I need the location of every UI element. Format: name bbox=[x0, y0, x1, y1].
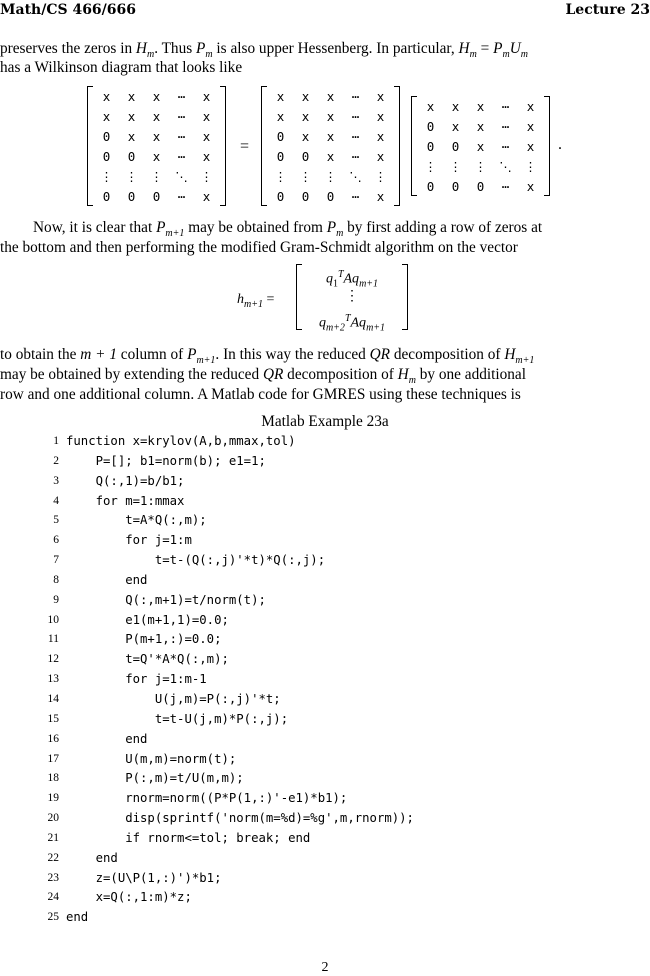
paragraph-1-line-2: has a Wilkinson diagram that looks like bbox=[0, 59, 243, 76]
left-matrix-cell: ⋱ bbox=[175, 168, 188, 184]
left-matrix-cell: x bbox=[202, 148, 211, 164]
h-vector bbox=[302, 264, 402, 334]
middle-matrix-cell: 0 bbox=[276, 148, 285, 164]
line-number: 14 bbox=[47, 692, 59, 705]
middle-matrix-cell: ⋯ bbox=[351, 188, 360, 204]
right-matrix-cell: x bbox=[451, 98, 460, 114]
right-matrix-cell: 0 bbox=[451, 138, 460, 154]
code-text: U(j,m)=P(:,j)'*t; bbox=[66, 691, 281, 706]
middle-matrix-cell: x bbox=[301, 128, 310, 144]
code-line bbox=[40, 432, 640, 452]
paragraph-1-line-1: preserves the zeros in $H_m$. Thus $P_m$ is also upper Hessenberg. In particular, $H_m = P_mU_m$ bbox=[0, 40, 528, 61]
line-number: 11 bbox=[47, 633, 59, 646]
right-matrix-cell: 0 bbox=[426, 178, 435, 194]
code-text: disp(sprintf('norm(m=%d)=%g',m,rnorm)); bbox=[66, 811, 414, 826]
left-matrix-cell: ⋮ bbox=[100, 168, 113, 184]
code-line bbox=[40, 869, 640, 889]
left-matrix-cell: ⋯ bbox=[177, 88, 186, 104]
right-matrix-cell: ⋮ bbox=[449, 158, 462, 174]
line-number: 12 bbox=[47, 653, 59, 666]
code-text: U(m,m)=norm(t); bbox=[66, 751, 237, 766]
middle-matrix-cell: ⋯ bbox=[351, 108, 360, 124]
right-matrix-cell: ⋯ bbox=[501, 178, 510, 194]
code-line bbox=[40, 630, 640, 650]
left-matrix-cell: ⋮ bbox=[150, 168, 163, 184]
code-text: P=[]; b1=norm(b); e1=1; bbox=[66, 453, 266, 468]
code-text: for m=1:mmax bbox=[66, 493, 185, 508]
code-text: Q(:,1)=b/b1; bbox=[66, 473, 185, 488]
left-matrix-cell: x bbox=[127, 88, 136, 104]
line-number: 5 bbox=[53, 514, 59, 527]
equals-sign: = bbox=[240, 138, 250, 155]
line-number: 19 bbox=[47, 792, 59, 805]
h-vector-bottom: $q_{m+2}^TAq_{m+1}$ bbox=[318, 313, 386, 334]
code-line bbox=[40, 472, 640, 492]
middle-matrix-cell: x bbox=[301, 88, 310, 104]
period: . bbox=[558, 136, 562, 153]
matlab-code-listing bbox=[40, 432, 640, 928]
h-vector-lhs: $h_{m+1}$ = bbox=[237, 292, 275, 310]
left-matrix-cell: x bbox=[202, 188, 211, 204]
line-number: 22 bbox=[47, 851, 59, 864]
line-number: 2 bbox=[53, 454, 59, 467]
right-matrix-cell: x bbox=[526, 98, 535, 114]
middle-matrix-cell: ⋱ bbox=[349, 168, 362, 184]
middle-matrix-cell: x bbox=[376, 148, 385, 164]
page-number: 2 bbox=[321, 960, 329, 975]
left-matrix-cell: 0 bbox=[127, 188, 136, 204]
code-line bbox=[40, 888, 640, 908]
code-text: rnorm=norm((P*P(1,:)'-e1)*b1); bbox=[66, 791, 348, 806]
left-matrix-cell: x bbox=[202, 108, 211, 124]
code-line bbox=[40, 730, 640, 750]
left-matrix-cell: ⋯ bbox=[177, 188, 186, 204]
right-matrix-cell: ⋮ bbox=[524, 158, 537, 174]
middle-matrix-cell: 0 bbox=[301, 188, 310, 204]
paragraph-2-line-1: Now, it is clear that $P_{m+1}$ may be obtained from $P_m$ by first adding a row of zeros at bbox=[33, 219, 543, 240]
code-line bbox=[40, 650, 640, 670]
code-line bbox=[40, 531, 640, 551]
left-matrix-cell: ⋮ bbox=[200, 168, 213, 184]
code-text: end bbox=[66, 910, 89, 925]
middle-matrix-cell: x bbox=[376, 108, 385, 124]
line-number: 1 bbox=[53, 435, 59, 447]
middle-matrix-cell: ⋯ bbox=[351, 128, 360, 144]
left-matrix-cell: ⋮ bbox=[125, 168, 138, 184]
code-text: t=t-U(j,m)*P(:,j); bbox=[66, 711, 289, 726]
middle-matrix-cell: ⋮ bbox=[374, 168, 387, 184]
code-text: x=Q(:,1:m)*z; bbox=[66, 890, 192, 905]
code-text: t=t-(Q(:,j)'*t)*Q(:,j); bbox=[66, 553, 326, 568]
code-line bbox=[40, 769, 640, 789]
code-caption: Matlab Example 23a bbox=[261, 413, 389, 430]
left-matrix-cell: 0 bbox=[102, 148, 111, 164]
middle-matrix-cell: ⋮ bbox=[274, 168, 287, 184]
line-number: 10 bbox=[47, 613, 59, 626]
code-line bbox=[40, 611, 640, 631]
right-matrix-cell: ⋮ bbox=[424, 158, 437, 174]
left-matrix-cell: x bbox=[152, 148, 161, 164]
code-line bbox=[40, 789, 640, 809]
code-text: for j=1:m-1 bbox=[66, 672, 207, 687]
line-number: 16 bbox=[47, 732, 59, 745]
code-line bbox=[40, 571, 640, 591]
lecture-title: Lecture 23 bbox=[565, 2, 650, 18]
middle-matrix-cell: 0 bbox=[301, 148, 310, 164]
code-line bbox=[40, 908, 640, 928]
line-number: 17 bbox=[47, 752, 59, 765]
code-text: end bbox=[66, 572, 148, 587]
code-text: e1(m+1,1)=0.0; bbox=[66, 612, 229, 627]
line-number: 20 bbox=[47, 812, 59, 825]
code-text: t=Q'*A*Q(:,m); bbox=[66, 652, 229, 667]
h-vector-dots: ⋮ bbox=[345, 289, 359, 304]
page-header bbox=[0, 2, 650, 22]
code-text: P(m+1,:)=0.0; bbox=[66, 632, 222, 647]
right-matrix-cell: x bbox=[476, 98, 485, 114]
right-matrix-cell: ⋯ bbox=[501, 138, 510, 154]
code-text: Q(:,m+1)=t/norm(t); bbox=[66, 592, 266, 607]
line-number: 23 bbox=[47, 871, 59, 884]
code-line bbox=[40, 492, 640, 512]
code-text: P(:,m)=t/U(m,m); bbox=[66, 771, 244, 786]
line-number: 25 bbox=[47, 911, 59, 924]
code-text: z=(U\P(1,:)')*b1; bbox=[66, 870, 222, 885]
code-line bbox=[40, 809, 640, 829]
left-matrix-cell: ⋯ bbox=[177, 128, 186, 144]
line-number: 6 bbox=[53, 534, 59, 547]
left-matrix-cell: x bbox=[152, 128, 161, 144]
left-matrix-cell: x bbox=[127, 108, 136, 124]
middle-matrix-cell: 0 bbox=[276, 128, 285, 144]
code-line bbox=[40, 690, 640, 710]
right-matrix-cell: 0 bbox=[451, 178, 460, 194]
right-matrix-cell: x bbox=[451, 118, 460, 134]
line-number: 3 bbox=[53, 474, 59, 487]
right-matrix-cell: 0 bbox=[426, 118, 435, 134]
paragraph-3-line-1: to obtain the m + 1 column of $P_{m+1}$. In this way the reduced QR decomposition of $H_{m+1}$ bbox=[0, 346, 535, 367]
middle-matrix-cell: x bbox=[376, 128, 385, 144]
code-text: if rnorm<=tol; break; end bbox=[66, 830, 311, 845]
code-line bbox=[40, 511, 640, 531]
line-number: 7 bbox=[53, 554, 59, 567]
code-line bbox=[40, 710, 640, 730]
middle-matrix-cell: x bbox=[326, 148, 335, 164]
code-line bbox=[40, 849, 640, 869]
left-matrix-cell: x bbox=[202, 128, 211, 144]
line-number: 4 bbox=[53, 494, 59, 507]
line-number: 24 bbox=[47, 891, 59, 904]
code-text: for j=1:m bbox=[66, 533, 192, 548]
right-matrix-cell: x bbox=[476, 138, 485, 154]
line-number: 15 bbox=[47, 712, 59, 725]
middle-matrix-cell: x bbox=[326, 128, 335, 144]
left-matrix-cell: 0 bbox=[127, 148, 136, 164]
middle-matrix-cell: x bbox=[376, 188, 385, 204]
code-text: end bbox=[66, 850, 118, 865]
middle-matrix-cell: ⋮ bbox=[324, 168, 337, 184]
right-matrix-cell: ⋯ bbox=[501, 118, 510, 134]
code-text: end bbox=[66, 731, 148, 746]
wilkinson-matrix-middle bbox=[268, 86, 393, 206]
left-matrix-cell: x bbox=[102, 108, 111, 124]
code-line bbox=[40, 591, 640, 611]
left-matrix-cell: ⋯ bbox=[177, 148, 186, 164]
right-matrix-cell: x bbox=[476, 118, 485, 134]
left-matrix-cell: x bbox=[202, 88, 211, 104]
paragraph-3-line-2: may be obtained by extending the reduced QR decomposition of $H_m$ by one additional bbox=[0, 366, 526, 387]
middle-matrix-cell: x bbox=[301, 108, 310, 124]
right-matrix-cell: 0 bbox=[426, 138, 435, 154]
left-matrix-cell: x bbox=[152, 108, 161, 124]
right-matrix-cell: x bbox=[526, 138, 535, 154]
line-number: 18 bbox=[47, 772, 59, 785]
code-line bbox=[40, 750, 640, 770]
line-number: 8 bbox=[53, 573, 59, 586]
code-line bbox=[40, 452, 640, 472]
middle-matrix-cell: x bbox=[276, 108, 285, 124]
h-vector-top: $q_1^TAq_{m+1}$ bbox=[325, 269, 379, 290]
code-line bbox=[40, 551, 640, 571]
line-number: 9 bbox=[53, 593, 59, 606]
middle-matrix-cell: 0 bbox=[326, 188, 335, 204]
middle-matrix-cell: 0 bbox=[276, 188, 285, 204]
right-matrix-cell: x bbox=[426, 98, 435, 114]
right-matrix-cell: 0 bbox=[476, 178, 485, 194]
line-number: 13 bbox=[47, 673, 59, 686]
middle-matrix-cell: ⋯ bbox=[351, 148, 360, 164]
code-text: t=A*Q(:,m); bbox=[66, 513, 207, 528]
course-title: Math/CS 466/666 bbox=[0, 2, 137, 18]
left-matrix-cell: 0 bbox=[102, 128, 111, 144]
middle-matrix-cell: x bbox=[376, 88, 385, 104]
right-matrix-cell: ⋮ bbox=[474, 158, 487, 174]
middle-matrix-cell: x bbox=[326, 88, 335, 104]
left-matrix-cell: ⋯ bbox=[177, 108, 186, 124]
left-matrix-cell: x bbox=[127, 128, 136, 144]
wilkinson-matrix-left bbox=[94, 86, 219, 206]
code-text: function x=krylov(A,b,mmax,tol) bbox=[66, 434, 296, 448]
wilkinson-matrix-right bbox=[418, 96, 543, 196]
paragraph-3-line-3: row and one additional column. A Matlab code for GMRES using these techniques is bbox=[0, 386, 521, 403]
code-line bbox=[40, 670, 640, 690]
left-matrix-cell: x bbox=[102, 88, 111, 104]
right-matrix-cell: ⋯ bbox=[501, 98, 510, 114]
left-matrix-cell: 0 bbox=[102, 188, 111, 204]
right-matrix-cell: x bbox=[526, 118, 535, 134]
middle-matrix-cell: ⋯ bbox=[351, 88, 360, 104]
paragraph-2-line-2: the bottom and then performing the modified Gram-Schmidt algorithm on the vector bbox=[0, 239, 518, 256]
right-matrix-cell: x bbox=[526, 178, 535, 194]
code-line bbox=[40, 829, 640, 849]
left-matrix-cell: x bbox=[152, 88, 161, 104]
middle-matrix-cell: x bbox=[326, 108, 335, 124]
right-matrix-cell: ⋱ bbox=[499, 158, 512, 174]
middle-matrix-cell: ⋮ bbox=[299, 168, 312, 184]
left-matrix-cell: 0 bbox=[152, 188, 161, 204]
middle-matrix-cell: x bbox=[276, 88, 285, 104]
line-number: 21 bbox=[47, 831, 59, 844]
